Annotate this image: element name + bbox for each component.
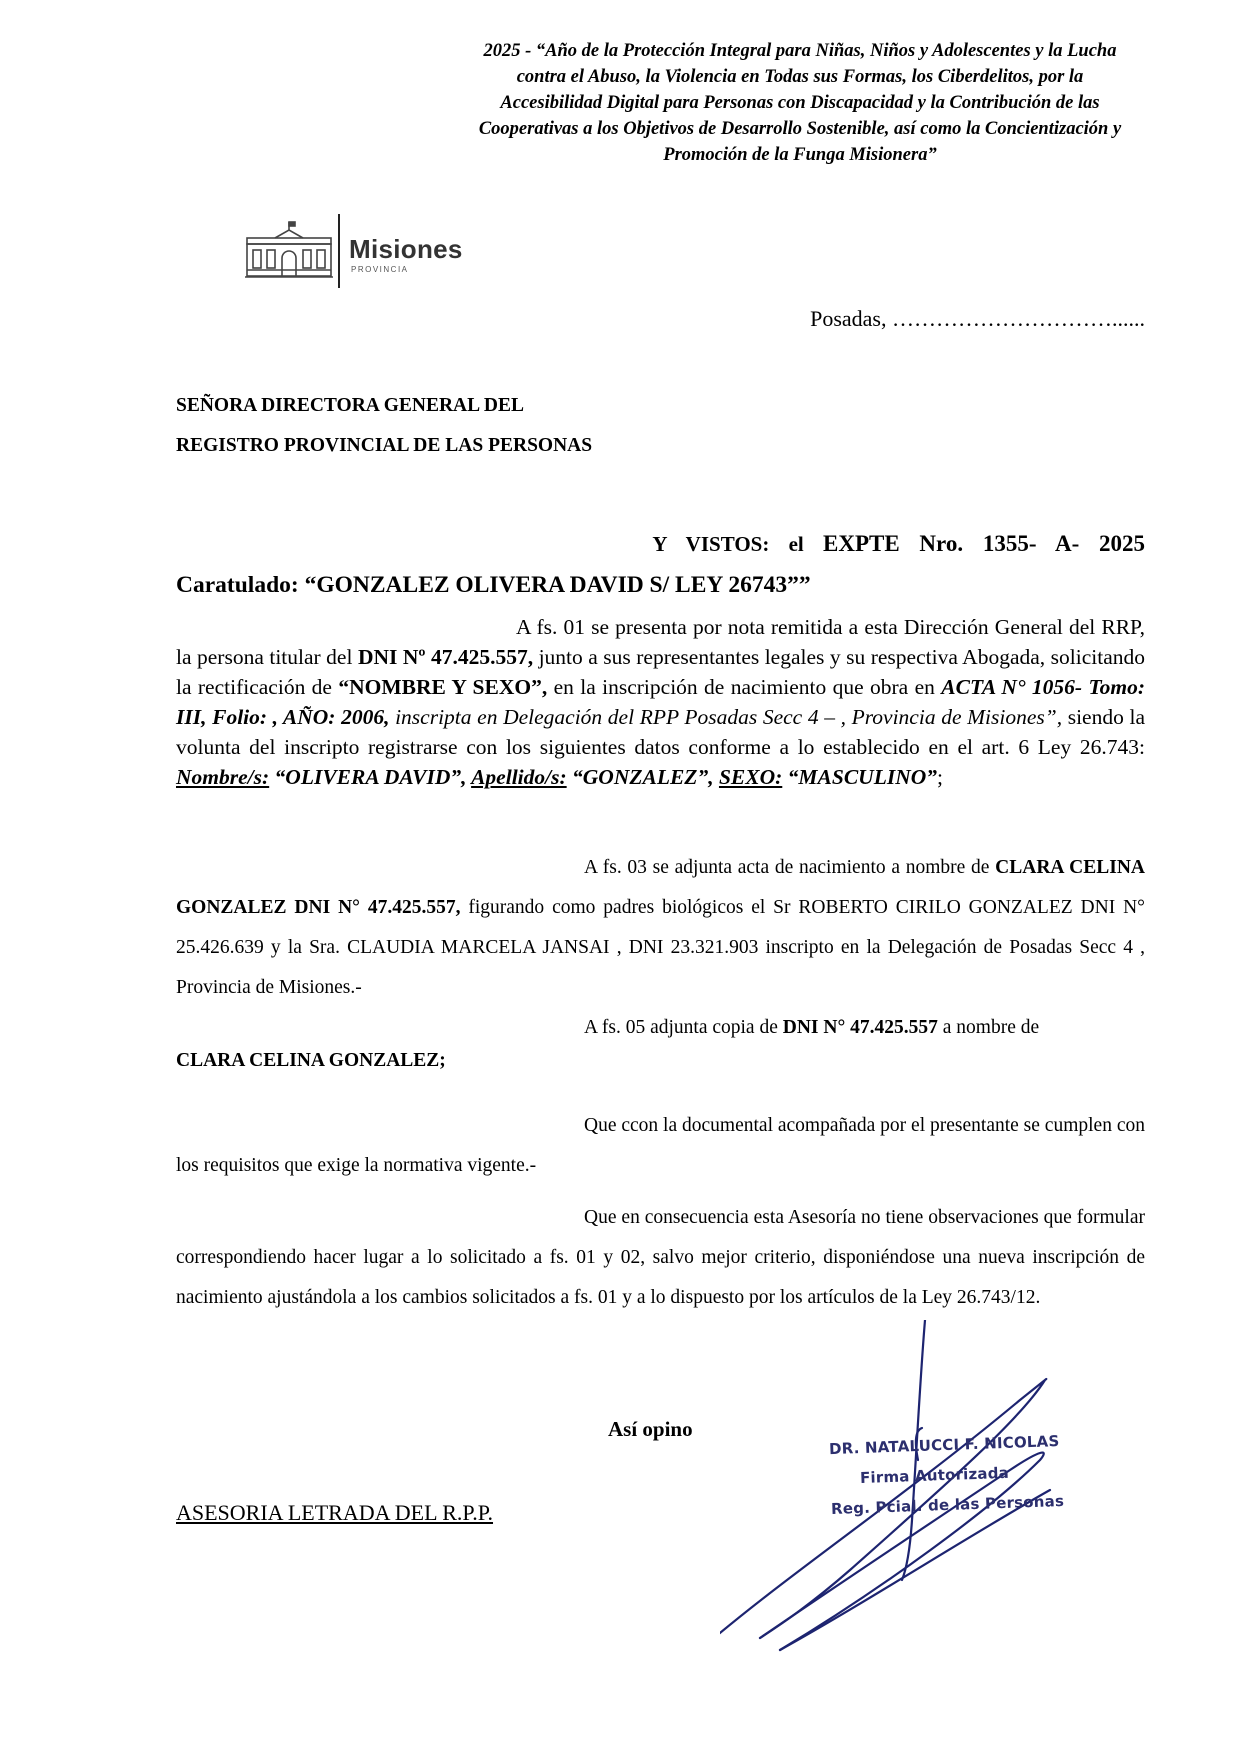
motto-line: Promoción de la Funga Misionera” [663,145,937,165]
paragraph-fs03 [176,848,1145,1008]
p1-acta: ACTA N° 1056- Tomo: III, Folio: , AÑO: 2006, [176,675,1145,729]
logo-name: Misiones [349,234,463,264]
header-motto [430,38,1170,168]
p1-text: junto a sus representantes legales y su respectiva Abogada, solicitando la rectificación de [176,645,1145,699]
p4-text: Que ccon la documental acompañada por el presentante se cumplen con los requisitos que exige la normativa vigente.- [176,1115,1145,1176]
p3-text: A fs. 05 adjunta copia de [584,1017,783,1038]
p3-name: CLARA CELINA GONZALEZ; [176,1050,446,1071]
p3-text: a nombre de [937,1017,1040,1038]
p1-text: en la inscripción de nacimiento que obra en [547,675,942,699]
addressee [176,386,592,466]
p1-nombre-sexo: “NOMBRE Y SEXO”, [338,675,548,699]
p1-end: ; [937,765,943,789]
vistos-line [176,531,1145,557]
motto-line: contra el Abuso, la Violencia en Todas sus Formas, los Ciberdelitos, por la [516,67,1084,87]
p2-name: CLARA CELINA GONZALEZ DNI N° 47.425.557, [176,857,1146,918]
paragraph-fs05 [176,1008,1145,1048]
place-date: Posadas, …………………………...... [810,306,1145,331]
motto-line: 2025 - “Año de la Protección Integral para Niñas, Niños y Adolescentes y la Lucha [483,41,1117,61]
vistos-prefix: Y VISTOS: el [652,532,804,556]
motto-line: Accesibilidad Digital para Personas con Discapacidad y la Contribución de las [500,93,1100,113]
government-building-icon [245,220,333,280]
caratulado: Caratulado: “GONZALEZ OLIVERA DAVID S/ LEY 26743”” [176,572,811,598]
office-name: ASESORIA LETRADA DEL R.P.P. [176,1500,494,1525]
p1-text: A fs. 01 se presenta por nota remitida a esta Dirección General del RRP, la persona titular del [176,615,1145,669]
expte-number: EXPTE Nro. 1355- A- 2025 [823,531,1145,556]
motto-line: Cooperativas a los Objetivos de Desarrollo Sostenible, así como la Concientización y [478,119,1122,139]
authorization-stamp [829,1426,1065,1524]
p3-dni: DNI N° 47.425.557 [782,1017,938,1038]
p1-sexo-label: SEXO: [718,765,783,789]
misiones-logo [245,214,505,290]
p2-text: A fs. 03 se adjunta acta de nacimiento a nombre de [584,857,996,878]
p1-nombre-value: “OLIVERA DAVID”, [269,765,472,789]
paragraph-requisitos [176,1106,1145,1186]
p1-apellido-label: Apellido/s: [471,765,567,789]
p1-sexo-value: “MASCULINO” [782,765,937,789]
addressee-line: SEÑORA DIRECTORA GENERAL DEL [176,395,525,416]
paragraph-fs01 [176,612,1145,792]
addressee-line: REGISTRO PROVINCIAL DE LAS PERSONAS [176,435,593,456]
paragraph-consecuencia [176,1198,1145,1318]
p1-nombre-label: Nombre/s: [176,765,270,789]
stamp-line: DR. NATALUCCI F. NICOLAS [828,1432,1060,1459]
closing: Así opino [608,1417,693,1441]
p1-delegacion: inscripta en Delegación del RPP Posadas Secc 4 – , Provincia de Misiones”, [389,705,1063,729]
p1-text: siendo la volunta del inscripto registrarse con los siguientes datos conforme a lo establecido en el art. 6 Ley 26.743: [176,705,1145,759]
logo-divider [338,214,340,288]
stamp-line: Firma Autorizada [859,1463,1010,1488]
p1-apellido-value: “GONZALEZ”, [566,765,719,789]
p1-dni: DNI Nº 47.425.557, [357,645,534,669]
logo-subtitle: PROVINCIA [351,265,409,274]
stamp-line: Reg. Pcial. de las Personas [830,1491,1065,1519]
p2-text: figurando como padres biológicos el Sr ROBERTO CIRILO GONZALEZ DNI N° 25.426.639 y la Sra. CLAUDIA MARCELA JANSAI , DNI 23.321.903 inscripto en la Delegación de Posadas Secc 4 , Provincia de Misiones.- [176,897,1145,998]
p5-text: Que en consecuencia esta Asesoría no tiene observaciones que formular correspondiendo hacer lugar a lo solicitado a fs. 01 y 02, salvo mejor criterio, disponiéndose una nueva inscripción de nacimiento ajustándola a los cambios solicitados a fs. 01 y a lo dispuesto por los artículos de la Ley 26.743/12. [176,1207,1145,1308]
